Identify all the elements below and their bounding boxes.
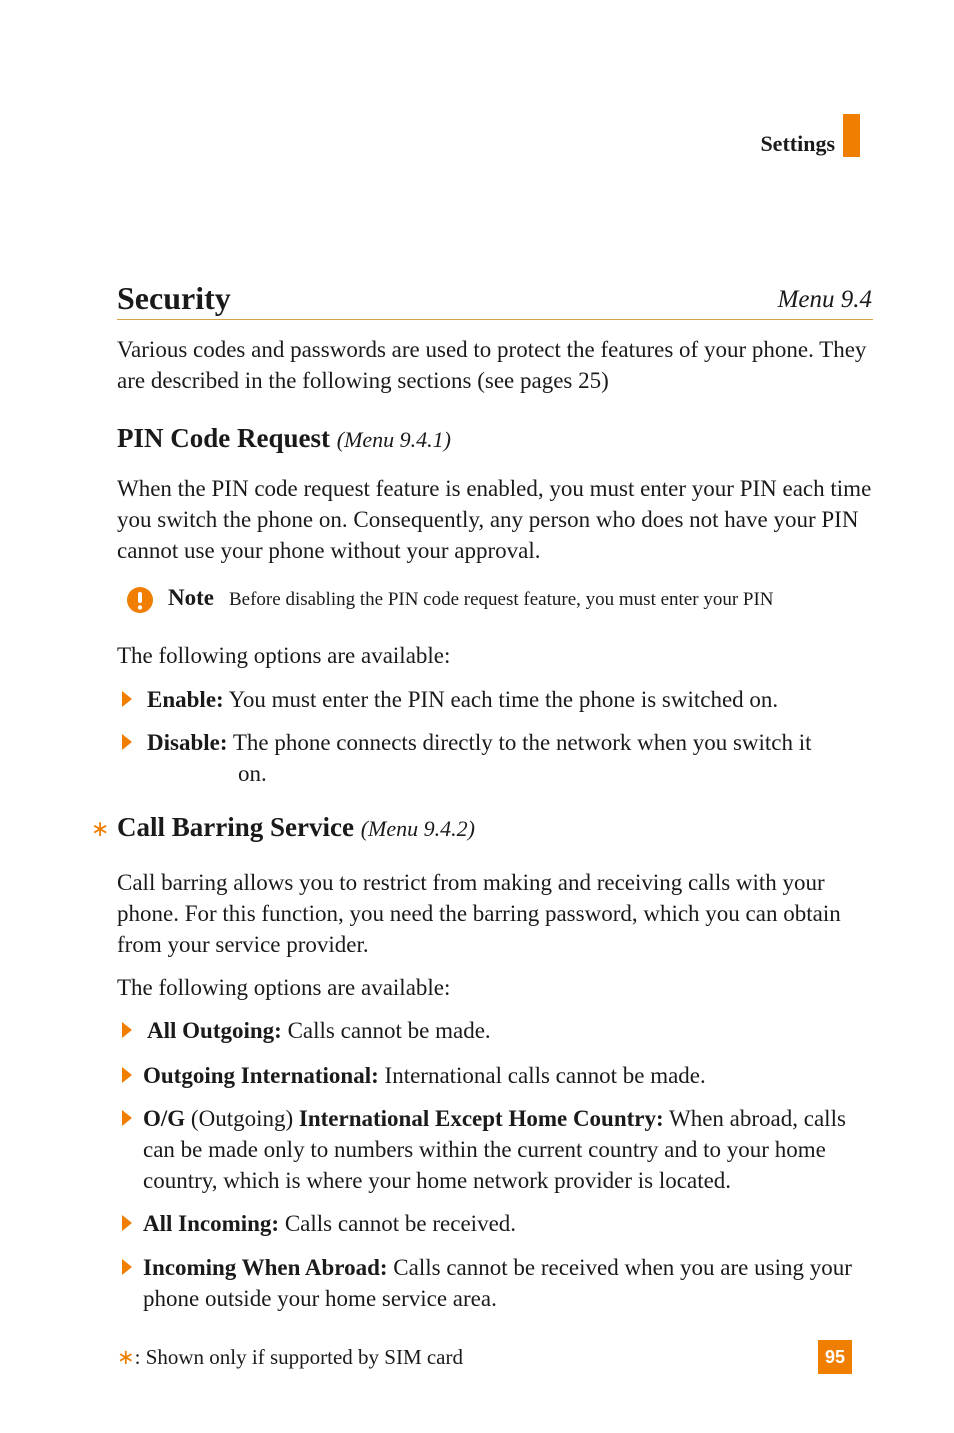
page-title: Security <box>117 280 231 316</box>
pin-options-intro: The following options are available: <box>117 643 451 668</box>
pin-menu-ref: (Menu 9.4.1) <box>336 427 451 452</box>
option-desc: Calls cannot be received when you are using your phone outside your home service area. <box>143 1255 852 1311</box>
note-text: Before disabling the PIN code request feature, you must enter your PIN <box>229 589 774 610</box>
option-desc: You must enter the PIN each time the phone is switched on. <box>228 687 779 712</box>
barring-heading-text: Call Barring Service <box>117 812 354 842</box>
page-menu-ref: Menu 9.4 <box>777 286 872 313</box>
pin-heading <box>117 423 451 454</box>
list-item <box>147 727 812 758</box>
triangle-bullet-icon <box>122 691 132 707</box>
footnote <box>117 1345 463 1370</box>
list-item <box>143 1103 883 1196</box>
option-desc: The phone connects directly to the network when you switch it <box>232 730 812 755</box>
page-number: 95 <box>818 1340 852 1374</box>
exclamation-icon <box>126 586 154 614</box>
option-desc: Calls cannot be made. <box>287 1018 491 1043</box>
option-term: Enable: <box>147 687 224 712</box>
option-term: All Outgoing: <box>147 1018 282 1043</box>
list-item <box>143 1208 516 1239</box>
section-tab-marker <box>843 114 860 157</box>
option-term: All Incoming: <box>143 1211 280 1236</box>
list-item <box>147 1015 491 1046</box>
triangle-bullet-icon <box>122 1067 132 1083</box>
pin-heading-text: PIN Code Request <box>117 423 330 453</box>
triangle-bullet-icon <box>122 1215 132 1231</box>
sim-asterisk-marker: ∗ <box>91 817 110 842</box>
option-desc-continued: on. <box>238 761 267 786</box>
list-item <box>143 1252 873 1314</box>
pin-body: When the PIN code request feature is enabled, you must enter your PIN each time you switch the phone on. Consequently, any person who does not have your PIN cannot use your phone without your approval. <box>117 476 872 563</box>
option-desc: International calls cannot be made. <box>384 1063 706 1088</box>
section-header-label: Settings <box>760 131 835 156</box>
title-divider <box>117 319 873 320</box>
option-term: O/G <box>143 1106 186 1131</box>
footnote-asterisk: ∗ <box>117 1345 135 1369</box>
note-label: Note <box>168 585 214 610</box>
triangle-bullet-icon <box>122 1259 132 1275</box>
list-item <box>143 1060 706 1091</box>
option-desc: When abroad, calls can be made only to numbers within the current country and to your home country, which is where your home network provider is located. <box>143 1106 846 1193</box>
triangle-bullet-icon <box>122 1022 132 1038</box>
option-term: Outgoing International: <box>143 1063 379 1088</box>
triangle-bullet-icon <box>122 734 132 750</box>
intro-paragraph: Various codes and passwords are used to protect the features of your phone. They are described in the following sections (see pages 25) <box>117 337 867 393</box>
option-term-secondary: International Except Home Country: <box>298 1106 664 1131</box>
barring-heading <box>117 812 475 843</box>
barring-menu-ref: (Menu 9.4.2) <box>360 816 475 841</box>
footnote-text: : Shown only if supported by SIM card <box>134 1345 464 1369</box>
option-desc: Calls cannot be received. <box>284 1211 517 1236</box>
option-term-plain: (Outgoing) <box>190 1106 294 1131</box>
barring-options-intro: The following options are available: <box>117 975 451 1000</box>
triangle-bullet-icon <box>122 1110 132 1126</box>
barring-body: Call barring allows you to restrict from making and receiving calls with your phone. For this function, you need the barring password, which you can obtain from your service provider. <box>117 870 841 957</box>
option-term: Disable: <box>147 730 228 755</box>
option-term: Incoming When Abroad: <box>143 1255 388 1280</box>
list-item <box>147 684 778 715</box>
